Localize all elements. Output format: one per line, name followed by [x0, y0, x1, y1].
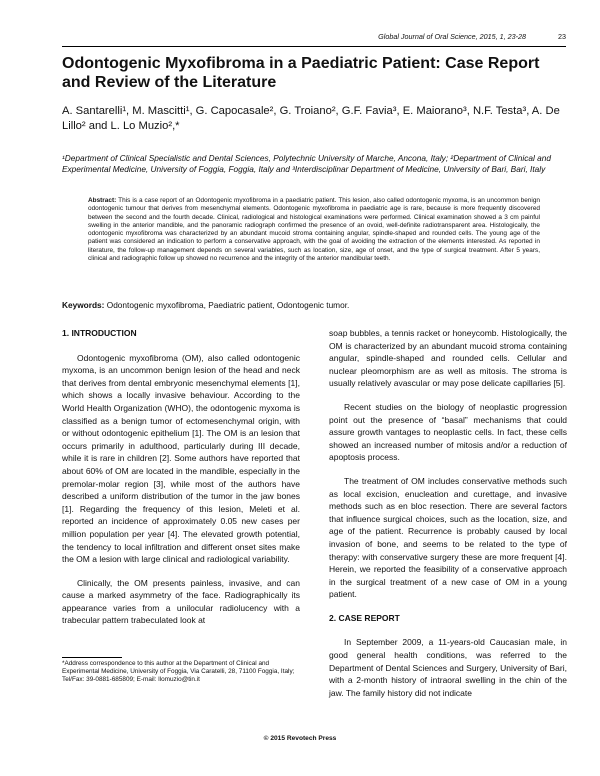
case-paragraph-1: In September 2009, a 11-years-old Caucasian male, in good general health conditions, was referred to the Department of Dental Sciences and Surgery, University of Bari, with a 2-month history of intraoral swelling in the chin of the jaw. The family history did not indicate — [329, 637, 567, 698]
abstract — [88, 197, 540, 263]
running-header — [62, 32, 566, 44]
header-divider — [62, 46, 566, 47]
intro-paragraph-2: Clinically, the OM presents painless, invasive, and can cause a marked asymmetry of the face. Radiographically its appearance varies from a unilocular radiolucency with a trabecular pattern trabeculated look at — [62, 577, 300, 626]
abstract-label: Abstract: — [88, 197, 117, 204]
affiliations: ¹Department of Clinical Specialistic and Dental Sciences, Polytechnic University of Marche, Ancona, Italy; ²Department of Clinical and Experimental Medicine, University of Foggia, Foggia, Italy and ³Interdisciplinar Department of Medicine, University of Bari, Bari, Italy — [62, 153, 551, 174]
intro-paragraph-1: Odontogenic myxofibroma (OM), also called odontogenic myxoma, is an uncommon benign lesion of the head and neck that derives from dental embryonic mesenchymal elements [1], which shows a locally invasive behaviour. According to the World Health Organization (WHO), the odontogenic myxoma is classified as a benign tumor of ectomesenchymal origin, with or without odontogenic epithelium [1]. The OM is an lesion that occurs primarily in adulthood, particularly during III decade, while it is rare in children [2]. Some authors have reported that about 60% of OM are located in the mandible, especially in the premolar-molar region [3], while most of the authors have described a uniform distribution of the tumor in the jaw bones [1]. Regarding the frequency of this lesion, Meleti et al. reported an incidence of approximately 0.05 new cases per million population per year [4]. The elevated growth potential, the tendency to local infiltration and different onset sites make the OM a lesion with large clinical and radiological variability. — [62, 352, 300, 565]
paper-title: Odontogenic Myxofibroma in a Paediatric Patient: Case Report and Review of the Literature — [62, 55, 540, 91]
right-column — [329, 327, 567, 710]
page-number: 23 — [558, 32, 566, 41]
abstract-text: This is a case report of an Odontogenic myxofibroma in a paediatric patient. This lesion, also called odontogenic myxoma, is an uncommon benign odontogenic tumour that derives from mesenchymal elements. Odontogenic myxofibroma in paediatric age is rare, because is more frequently discovered between the second and the fourth decade. Clinical, radiological and histological examinations were performed. Clinical examination showed a 3 cm painful swelling in the anterior mandible, and the panoramic radiograph confirmed the presence of an ovoid, well-definite radiotransparent area. Histologically, the odontogenic myxofibroma was characterized by an abundant mucoid stroma containing angular, spindle-shaped and rounded cells. The young age of the patient was considered an indication to perform a conservative approach, with the goal of avoiding the extraction of the elements interested. As reported in literature, the follow-up management depends on several variables, such as location, size, age of onset, and the type of surgical treatment. After 5 years, clinical and radiographic follow up showed no recurrence and the integrity of the anterior mandibular teeth. — [88, 197, 540, 263]
right-paragraph-3: The treatment of OM includes conservative methods such as local excision, enucleation and curettage, and invasive methods such as en bloc resection. There are several factors that influence surgical choices, such as the location, size, and age of the patient. Recurrence is probably caused by local invasion of bone, and seems to be related to the type of therapy: with conservative surgery these are more frequent [4]. Herein, we reported the feasibility of a conservative approach in the surgical treatment of a new case of OM in a young patient. — [329, 475, 567, 600]
right-paragraph-1: soap bubbles, a tennis racket or honeycomb. Histologically, the OM is characterized by an abundant mucoid stroma containing angular, spindle-shaped and rounded cells. Cellular and nuclear pleomorphism are as well as mitosis. The stroma is usually relatively avascular or may pose delicate capillaries [5]. — [329, 328, 567, 389]
keywords-text: Odontogenic myxofibroma, Paediatric patient, Odontogenic tumor. — [106, 300, 350, 310]
section-heading-introduction: 1. INTRODUCTION — [62, 328, 137, 338]
journal-citation: Global Journal of Oral Science, 2015, 1, 23-28 — [378, 32, 526, 41]
right-paragraph-2: Recent studies on the biology of neoplastic progression point out the presence of “basal” mechanisms that could assure growth vantages to neoplastic cells. In fact, these cells showed an increased number of mitosis and/or a reduction of apoptosis process. — [329, 401, 567, 463]
publisher-footer: © 2015 Revotech Press — [263, 735, 337, 742]
footnote-divider — [62, 657, 122, 658]
correspondence-footnote: *Address correspondence to this author at the Department of Clinical and Experimental Medicine, University of Foggia, Via Caratelli, 28, 71100 Foggia, Italy; Tel/Fax: 39-0881-685809; E-mail: llomuzio@tin.it — [62, 660, 295, 684]
left-column — [62, 327, 300, 638]
section-heading-case-report: 2. CASE REPORT — [329, 612, 400, 623]
author-list: A. Santarelli¹, M. Mascitti¹, G. Capocasale², G. Troiano², G.F. Favia³, E. Maiorano³, N.F. Testa³, A. De Lillo² and L. Lo Muzio²,* — [62, 105, 560, 132]
keywords-label: Keywords: — [62, 300, 105, 310]
keywords — [62, 300, 567, 310]
